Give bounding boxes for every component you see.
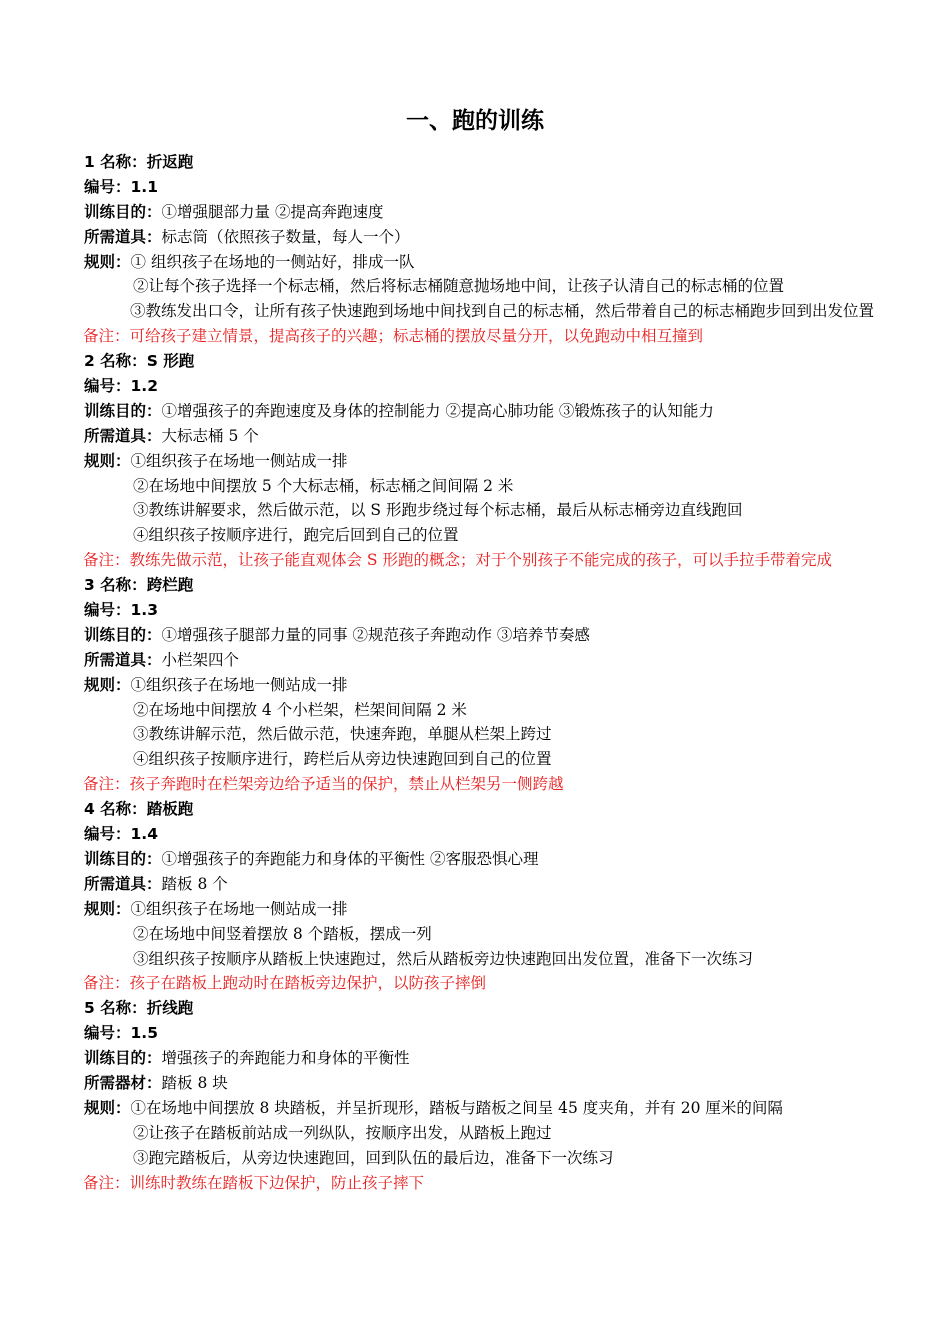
item-name-label: 3 名称：	[84, 576, 147, 595]
rule-text: ①组织孩子在场地一侧站成一排	[130, 675, 348, 694]
item-code-value: 1.2	[130, 377, 158, 396]
item-code-value: 1.4	[130, 825, 158, 844]
item-tools	[84, 648, 944, 673]
item-tools-label: 所需道具：	[84, 874, 162, 893]
item-code	[84, 822, 944, 847]
rule-line: ③教练发出口令，让所有孩子快速跑到场地中间找到自己的标志桶，然后带着自己的标志桶跑步回到出发位置	[130, 302, 875, 321]
item-tools	[84, 225, 944, 250]
training-item	[84, 797, 944, 996]
item-code	[84, 374, 944, 399]
item-purpose-label: 训练目的：	[84, 625, 162, 644]
item-name-value: 踏板跑	[146, 800, 194, 819]
item-code-value: 1.1	[130, 177, 158, 196]
item-name-label: 4 名称：	[84, 800, 147, 819]
item-purpose-label: 训练目的：	[84, 849, 162, 868]
item-tools-label: 所需道具：	[84, 426, 162, 445]
item-tools-label: 所需道具：	[84, 650, 162, 669]
item-code	[84, 598, 944, 623]
training-item	[84, 349, 944, 573]
rules-label: 规则：	[84, 1098, 131, 1117]
item-code-label: 编号：	[84, 825, 131, 844]
item-tools-label: 所需道具：	[84, 227, 162, 246]
rule-line	[84, 897, 944, 922]
item-purpose-value: ①增强腿部力量 ②提高奔跑速度	[161, 202, 384, 221]
item-tools	[84, 424, 944, 449]
item-tools	[84, 1071, 944, 1096]
rule-text: ①组织孩子在场地一侧站成一排	[130, 899, 348, 918]
item-tools-label: 所需器材：	[84, 1073, 162, 1092]
document-body	[84, 150, 944, 1195]
training-item	[84, 150, 944, 349]
item-name-label: 1 名称：	[84, 153, 147, 171]
item-purpose	[84, 1046, 944, 1071]
rule-line: ②在场地中间摆放 5 个大标志桶，标志桶之间间隔 2 米	[133, 476, 514, 495]
rule-line: ③教练讲解要求，然后做示范，以 S 形跑步绕过每个标志桶，最后从标志桶旁边直线跑回	[133, 501, 743, 520]
item-purpose-value: ①增强孩子的奔跑能力和身体的平衡性 ②客服恐惧心理	[161, 849, 539, 868]
item-code	[84, 175, 944, 200]
item-purpose	[84, 847, 944, 872]
item-code-label: 编号：	[84, 601, 131, 620]
item-code-label: 编号：	[84, 177, 131, 196]
rule-line	[84, 1096, 944, 1121]
rule-line: ③组织孩子按顺序从踏板上快速跑过，然后从踏板旁边快速跑回出发位置，准备下一次练习	[133, 949, 754, 968]
rule-line	[84, 449, 944, 474]
item-purpose-value: 增强孩子的奔跑能力和身体的平衡性	[161, 1049, 410, 1068]
rules-label: 规则：	[84, 899, 131, 918]
training-item	[84, 573, 944, 797]
item-tools-value: 标志筒（依照孩子数量，每人一个）	[161, 227, 410, 246]
item-purpose-label: 训练目的：	[84, 202, 162, 221]
item-name	[84, 797, 944, 822]
rule-text: ① 组织孩子在场地的一侧站好，排成一队	[130, 252, 415, 271]
item-tools-value: 踏板 8 块	[161, 1073, 228, 1092]
item-purpose-label: 训练目的：	[84, 1049, 162, 1068]
rule-line: ②让孩子在踏板前站成一列纵队，按顺序出发，从踏板上跑过	[133, 1123, 552, 1142]
item-name-label: 5 名称：	[84, 999, 147, 1018]
item-tools-value: 小栏架四个	[161, 650, 240, 669]
item-name-value: 跨栏跑	[146, 576, 194, 595]
rule-line: ②在场地中间摆放 4 个小栏架，栏架间间隔 2 米	[133, 700, 467, 719]
rule-line	[84, 250, 944, 275]
item-note: 备注：训练时教练在踏板下边保护，防止孩子摔下	[83, 1173, 425, 1192]
item-note: 备注：教练先做示范，让孩子能直观体会 S 形跑的概念；对于个别孩子不能完成的孩子，可以手拉手带着完成	[83, 551, 832, 570]
item-code-value: 1.5	[130, 1024, 158, 1043]
rules-label: 规则：	[84, 451, 131, 470]
item-code	[84, 1021, 944, 1046]
rules-label: 规则：	[84, 675, 131, 694]
item-name	[84, 349, 944, 374]
rule-line	[84, 673, 944, 698]
rules-label: 规则：	[84, 252, 131, 271]
rule-line: ④组织孩子按顺序进行，跑完后回到自己的位置	[133, 526, 459, 545]
item-code-label: 编号：	[84, 377, 131, 396]
rule-line: ③教练讲解示范，然后做示范，快速奔跑，单腿从栏架上跨过	[133, 725, 552, 744]
item-note: 备注：孩子奔跑时在栏架旁边给予适当的保护，禁止从栏架另一侧跨越	[83, 775, 564, 794]
item-name	[84, 573, 944, 598]
rule-text: ①在场地中间摆放 8 块踏板，并呈折现形，踏板与踏板之间呈 45 度夹角，并有 20 厘米的间隔	[130, 1098, 783, 1117]
rule-line: ④组织孩子按顺序进行，跨栏后从旁边快速跑回到自己的位置	[133, 750, 552, 769]
item-tools	[84, 872, 944, 897]
item-name-value: 折返跑	[146, 153, 194, 171]
item-name	[84, 996, 944, 1021]
item-purpose	[84, 399, 944, 424]
item-note: 备注：孩子在踏板上跑动时在踏板旁边保护，以防孩子摔倒	[83, 974, 487, 993]
item-purpose	[84, 623, 944, 648]
item-code-label: 编号：	[84, 1024, 131, 1043]
item-purpose-value: ①增强孩子腿部力量的同事 ②规范孩子奔跑动作 ③培养节奏感	[161, 625, 590, 644]
rule-line: ③跑完踏板后，从旁边快速跑回，回到队伍的最后边，准备下一次练习	[133, 1148, 614, 1167]
item-purpose-label: 训练目的：	[84, 401, 162, 420]
item-name-value: S 形跑	[146, 352, 195, 371]
item-tools-value: 踏板 8 个	[161, 874, 228, 893]
training-item	[84, 996, 944, 1195]
item-purpose	[84, 200, 944, 225]
page-title: 一、跑的训练	[406, 108, 544, 134]
item-tools-value: 大标志桶 5 个	[161, 426, 259, 445]
item-note: 备注：可给孩子建立情景，提高孩子的兴趣；标志桶的摆放尽量分开，以免跑动中相互撞到	[83, 327, 704, 346]
rule-text: ①组织孩子在场地一侧站成一排	[130, 451, 348, 470]
item-purpose-value: ①增强孩子的奔跑速度及身体的控制能力 ②提高心肺功能 ③锻炼孩子的认知能力	[161, 401, 714, 420]
rule-line: ②在场地中间竖着摆放 8 个踏板，摆成一列	[133, 924, 432, 943]
item-name-label: 2 名称：	[84, 352, 147, 371]
item-code-value: 1.3	[130, 601, 158, 620]
rule-line: ②让每个孩子选择一个标志桶，然后将标志桶随意抛场地中间，让孩子认清自己的标志桶的位置	[133, 277, 785, 296]
item-name-value: 折线跑	[146, 999, 194, 1018]
item-name	[84, 150, 944, 175]
